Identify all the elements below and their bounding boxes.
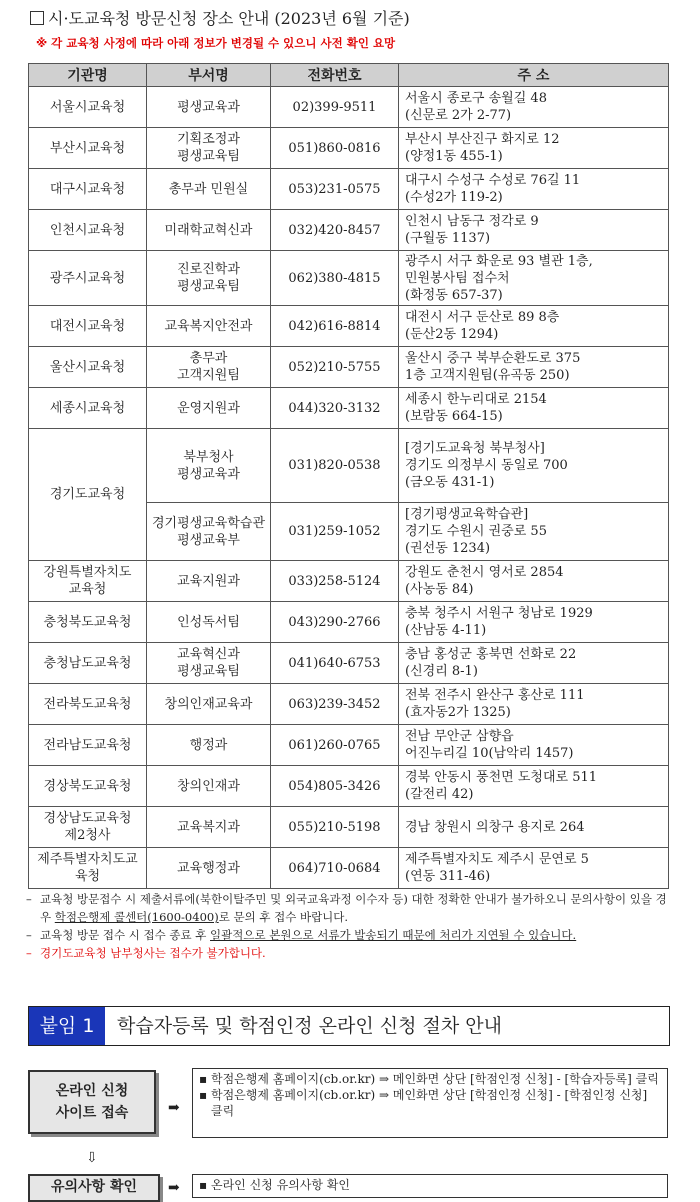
cell-address-line: (연동 311-46)	[405, 869, 491, 884]
cell-dept-line: 북부청사	[183, 449, 234, 465]
note-1-callcenter: 학점은행제 콜센터(1600-0400)	[54, 910, 219, 924]
cell-dept	[147, 684, 271, 725]
cell-dept-line: 평생교육과	[177, 99, 240, 115]
cell-dept-line: 평생교육부	[177, 532, 240, 548]
cell-address-line: 세종시 한누리대로 2154	[405, 392, 547, 407]
cell-org-line: 서울시교육청	[49, 99, 126, 115]
cell-org	[29, 684, 147, 725]
cell-address-line: (화정동 657-37)	[405, 287, 503, 303]
page-title	[30, 6, 410, 29]
step1-detail	[192, 1068, 668, 1138]
cell-dept	[147, 848, 271, 889]
table-header-row	[29, 64, 669, 87]
cell-address	[399, 251, 669, 306]
cell-address-line: [경기도교육청 북부청사]	[405, 441, 545, 456]
cell-address-line: 경기도 수원시 권중로 55	[405, 524, 547, 539]
cell-org-line: 대전시교육청	[49, 318, 126, 334]
cell-address-line: 서울시 종로구 송월길 48	[405, 91, 547, 106]
cell-dept-line: 교육복지과	[177, 819, 240, 835]
table-row	[29, 169, 669, 210]
cell-phone-line: 032)420-8457	[288, 222, 381, 238]
cell-org	[29, 848, 147, 889]
cell-org-line: 충청남도교육청	[43, 655, 132, 671]
bullet-icon: ▪	[199, 1178, 208, 1192]
arrow-down-icon: ⇩	[86, 1150, 98, 1166]
arrow-right-icon: ➡	[168, 1100, 180, 1116]
cell-org-line: 광주시교육청	[49, 270, 126, 286]
cell-dept	[147, 725, 271, 766]
cell-dept-line: 총무과 민원실	[168, 181, 249, 197]
cell-address-line: (둔산2동 1294)	[405, 327, 499, 342]
cell-phone	[271, 347, 399, 388]
cell-dept-line: 진로진학과	[177, 262, 240, 277]
cell-address-line: (권선동 1234)	[405, 541, 491, 556]
cell-dept	[147, 388, 271, 429]
cell-address-line: 인천시 남동구 정각로 9	[405, 214, 539, 229]
cell-org-line: 세종시교육청	[49, 400, 126, 416]
cell-phone	[271, 602, 399, 643]
table-row	[29, 251, 669, 306]
cell-org-line: 울산시교육청	[49, 359, 126, 375]
cell-org	[29, 87, 147, 128]
cell-org-line: 전라북도교육청	[43, 696, 132, 712]
cell-address-line: (신문로 2가 2-77)	[405, 108, 512, 123]
cell-org-line: 부산시교육청	[49, 140, 126, 156]
cell-dept-line: 운영지원과	[177, 400, 240, 416]
cell-phone-line: 061)260-0765	[288, 737, 381, 753]
cell-phone	[271, 388, 399, 429]
cell-phone-line: 042)616-8814	[288, 318, 381, 334]
cell-phone-line: 054)805-3426	[288, 778, 381, 794]
note-1	[26, 890, 676, 926]
cell-address-line: 제주특별자치도 제주시 문연로 5	[405, 852, 589, 867]
table-row	[29, 807, 669, 848]
cell-org	[29, 725, 147, 766]
cell-dept	[147, 503, 271, 561]
cell-dept	[147, 602, 271, 643]
cell-dept-line: 고객지원팀	[177, 368, 240, 383]
bullet-icon: ▪	[199, 1088, 208, 1102]
cell-phone-line: 055)210-5198	[288, 819, 381, 835]
cell-address-line: (갈전리 42)	[405, 787, 474, 802]
cell-phone-line: 064)710-0684	[288, 860, 381, 876]
cell-phone-line: 02)399-9511	[292, 99, 377, 115]
appendix-tag: 붙임 1	[29, 1007, 105, 1045]
cell-address-line: 대전시 서구 둔산로 89 8층	[405, 310, 560, 325]
cell-org	[29, 561, 147, 602]
cell-phone	[271, 429, 399, 503]
cell-address	[399, 807, 669, 848]
cell-dept	[147, 251, 271, 306]
header-org: 기관명	[29, 64, 147, 87]
cell-dept-line: 기획조정과	[177, 132, 240, 147]
note-dash: –	[26, 946, 32, 960]
cell-phone	[271, 684, 399, 725]
cell-phone-line: 033)258-5124	[288, 573, 381, 589]
cell-phone	[271, 210, 399, 251]
header-address: 주 소	[399, 64, 669, 87]
cell-phone	[271, 503, 399, 561]
step-check-notice: 유의사항 확인	[28, 1174, 160, 1202]
cell-org	[29, 128, 147, 169]
cell-address-line: (구월동 1137)	[405, 231, 491, 246]
cell-address-line: 민원봉사팀 접수처	[405, 270, 510, 286]
table-row	[29, 347, 669, 388]
cell-dept-line: 평생교육팀	[177, 664, 240, 679]
page-title-text: 시·도교육청 방문신청 장소 안내 (2023년 6월 기준)	[48, 9, 410, 28]
table-row	[29, 684, 669, 725]
cell-dept	[147, 87, 271, 128]
table-row	[29, 306, 669, 347]
table-row	[29, 429, 669, 503]
table-row	[29, 388, 669, 429]
cell-dept	[147, 347, 271, 388]
cell-org	[29, 807, 147, 848]
cell-address	[399, 87, 669, 128]
cell-address-line: 광주시 서구 화운로 93 별관 1층,	[405, 253, 593, 269]
cell-phone	[271, 848, 399, 889]
cell-dept-line: 평생교육팀	[177, 279, 240, 294]
note-2-text: 교육청 방문 접수 시 접수 종료 후	[40, 928, 211, 942]
cell-org	[29, 169, 147, 210]
cell-address-line: (양정1동 455-1)	[405, 149, 503, 164]
cell-address	[399, 169, 669, 210]
cell-phone	[271, 251, 399, 306]
cell-dept-line: 창의인재과	[177, 778, 240, 794]
cell-org-line: 경상남도교육청	[43, 811, 132, 826]
cell-org-line: 강원특별자치도	[43, 565, 132, 580]
cell-dept-line: 평생교육과	[177, 466, 240, 482]
cell-address-line: (효자동2가 1325)	[405, 705, 511, 720]
cell-org	[29, 347, 147, 388]
cell-address-line: (금오동 431-1)	[405, 475, 495, 490]
cell-dept-line: 미래학교혁신과	[164, 222, 253, 238]
note-1-text-end: 로 문의 후 접수 바랍니다.	[218, 910, 349, 924]
cell-phone	[271, 807, 399, 848]
cell-address-line: (수성2가 119-2)	[405, 190, 503, 205]
step1-line2: 사이트 접속	[55, 1105, 129, 1121]
cell-address-line: 부산시 부산진구 화지로 12	[405, 132, 560, 147]
cell-org	[29, 602, 147, 643]
note-1-text: 교육청 방문접수 시 제출서류에(북한이탈주민 및 외국교육과정 이수자 등) 대한 정확한 안내가 불가하오니 문의사항이 있을 경우	[40, 892, 667, 924]
cell-org-line: 제2청사	[64, 828, 111, 843]
cell-address	[399, 602, 669, 643]
cell-address-line: (보람동 664-15)	[405, 409, 503, 424]
appendix-header	[28, 1006, 670, 1046]
cell-address	[399, 429, 669, 503]
cell-phone-line: 031)259-1052	[288, 524, 381, 539]
cell-phone	[271, 87, 399, 128]
note-2-underlined: 일괄적으로 본원으로 서류가 발송되기 때문에 처리가 지연될 수 있습니다.	[210, 928, 577, 942]
warning-notice: ※ 각 교육청 사정에 따라 아래 정보가 변경될 수 있으니 사전 확인 요망	[36, 36, 396, 50]
detail-item-text: 온라인 신청 유의사항 확인	[211, 1178, 350, 1192]
cell-address-line: 전북 전주시 완산구 홍산로 111	[405, 688, 585, 703]
cell-org	[29, 210, 147, 251]
note-dash: –	[26, 892, 32, 906]
cell-address-line: 충남 홍성군 홍북면 선화로 22	[405, 647, 577, 662]
cell-dept-line: 교육혁신과	[177, 647, 240, 662]
cell-dept	[147, 766, 271, 807]
cell-address-line: 경북 안동시 풍천면 도청대로 511	[405, 770, 598, 785]
table-row	[29, 848, 669, 889]
cell-phone-line: 053)231-0575	[288, 181, 381, 197]
cell-address-line: 전남 무안군 삼향읍	[405, 729, 514, 744]
note-3-text: 경기도교육청 남부청사는 접수가 불가합니다.	[40, 946, 266, 960]
cell-org	[29, 306, 147, 347]
cell-dept	[147, 306, 271, 347]
cell-address	[399, 210, 669, 251]
cell-dept-line: 창의인재교육과	[164, 696, 253, 712]
cell-phone-line: 041)640-6753	[288, 655, 381, 671]
cell-address-line: 1층 고객지원팀(유곡동 250)	[405, 368, 570, 383]
note-3	[26, 944, 676, 962]
cell-org	[29, 251, 147, 306]
cell-dept	[147, 210, 271, 251]
cell-dept	[147, 561, 271, 602]
cell-address-line: (사농동 84)	[405, 582, 474, 597]
cell-address-line: 대구시 수성구 수성로 76길 11	[405, 173, 581, 188]
cell-address	[399, 848, 669, 889]
step1-line1: 온라인 신청	[55, 1083, 129, 1099]
cell-org-line: 경기도교육청	[49, 487, 126, 502]
cell-org	[29, 429, 147, 561]
table-row	[29, 210, 669, 251]
cell-org-line: 충청북도교육청	[43, 614, 132, 630]
detail-item	[199, 1071, 661, 1087]
cell-dept-line: 인성독서팀	[177, 614, 240, 630]
cell-org	[29, 766, 147, 807]
cell-phone	[271, 169, 399, 210]
cell-phone-line: 052)210-5755	[288, 359, 381, 375]
cell-address-line: [경기평생교육학습관]	[405, 507, 529, 522]
cell-dept	[147, 643, 271, 684]
cell-phone	[271, 643, 399, 684]
table-row	[29, 766, 669, 807]
checkbox-icon	[30, 11, 44, 25]
note-dash: –	[26, 928, 32, 942]
table-row	[29, 87, 669, 128]
cell-org-line: 대구시교육청	[49, 181, 126, 197]
cell-dept-line: 행정과	[189, 737, 228, 753]
cell-dept-line: 평생교육팀	[177, 149, 240, 164]
table-row	[29, 128, 669, 169]
cell-dept	[147, 128, 271, 169]
notes	[26, 890, 676, 962]
cell-phone	[271, 561, 399, 602]
detail-item-text: 학점은행제 홈페이지(cb.or.kr) ⇒ 메인화면 상단 [학점인정 신청] - [학습자등록] 클릭	[211, 1072, 659, 1086]
cell-address	[399, 306, 669, 347]
cell-address-line: (신경리 8-1)	[405, 664, 478, 679]
note-2	[26, 926, 676, 944]
step2-detail	[192, 1174, 668, 1198]
cell-org	[29, 388, 147, 429]
arrow-right-icon: ➡	[168, 1180, 180, 1196]
cell-address	[399, 725, 669, 766]
bullet-icon: ▪	[199, 1072, 208, 1086]
table-row	[29, 561, 669, 602]
cell-address	[399, 128, 669, 169]
cell-org-line: 인천시교육청	[49, 222, 126, 238]
cell-dept-line: 총무과	[189, 351, 228, 366]
cell-org-line: 제주특별자치도교	[37, 852, 138, 867]
cell-address-line: 경남 창원시 의창구 용지로 264	[405, 819, 585, 835]
detail-item-text: 학점은행제 홈페이지(cb.or.kr) ⇒ 메인화면 상단 [학점인정 신청] - [학점인정 신청] 클릭	[211, 1088, 648, 1118]
cell-dept-line: 교육행정과	[177, 860, 240, 876]
cell-address	[399, 388, 669, 429]
cell-address-line: 울산시 중구 북부순환도로 375	[405, 351, 581, 366]
cell-phone-line: 063)239-3452	[288, 696, 381, 712]
detail-item	[199, 1177, 661, 1193]
header-phone: 전화번호	[271, 64, 399, 87]
cell-address	[399, 766, 669, 807]
cell-phone-line: 051)860-0816	[288, 140, 381, 156]
cell-dept	[147, 429, 271, 503]
cell-address-line: 충북 청주시 서원구 청남로 1929	[405, 606, 593, 621]
detail-item	[199, 1087, 661, 1119]
cell-phone	[271, 128, 399, 169]
cell-dept-line: 경기평생교육학습관	[151, 515, 266, 531]
cell-org-line: 경상북도교육청	[43, 778, 132, 794]
cell-address	[399, 347, 669, 388]
cell-phone-line: 043)290-2766	[288, 614, 381, 630]
cell-address-line: 경기도 의정부시 동일로 700	[405, 458, 568, 473]
cell-phone	[271, 725, 399, 766]
cell-address	[399, 561, 669, 602]
step-online-site	[28, 1070, 156, 1134]
table-row	[29, 643, 669, 684]
cell-phone-line: 062)380-4815	[288, 270, 381, 286]
cell-address	[399, 643, 669, 684]
cell-address-line: (산남동 4-11)	[405, 623, 487, 638]
table-row	[29, 602, 669, 643]
cell-dept-line: 교육지원과	[177, 573, 240, 589]
cell-dept	[147, 807, 271, 848]
cell-phone-line: 031)820-0538	[288, 458, 381, 473]
cell-phone	[271, 306, 399, 347]
cell-phone	[271, 766, 399, 807]
cell-org-line: 전라남도교육청	[43, 737, 132, 753]
cell-org	[29, 643, 147, 684]
office-table	[28, 63, 669, 889]
cell-address-line: 강원도 춘천시 영서로 2854	[405, 565, 564, 580]
cell-address	[399, 684, 669, 725]
cell-address	[399, 503, 669, 561]
table-row	[29, 725, 669, 766]
appendix-title: 학습자등록 및 학점인정 온라인 신청 절차 안내	[117, 1015, 502, 1037]
header-dept: 부서명	[147, 64, 271, 87]
cell-dept	[147, 169, 271, 210]
cell-dept-line: 교육복지안전과	[164, 318, 253, 334]
cell-phone-line: 044)320-3132	[288, 400, 381, 416]
cell-org-line: 교육청	[68, 582, 107, 597]
cell-org-line: 육청	[74, 869, 101, 884]
cell-address-line: 어진누리길 10(남악리 1457)	[405, 746, 574, 761]
